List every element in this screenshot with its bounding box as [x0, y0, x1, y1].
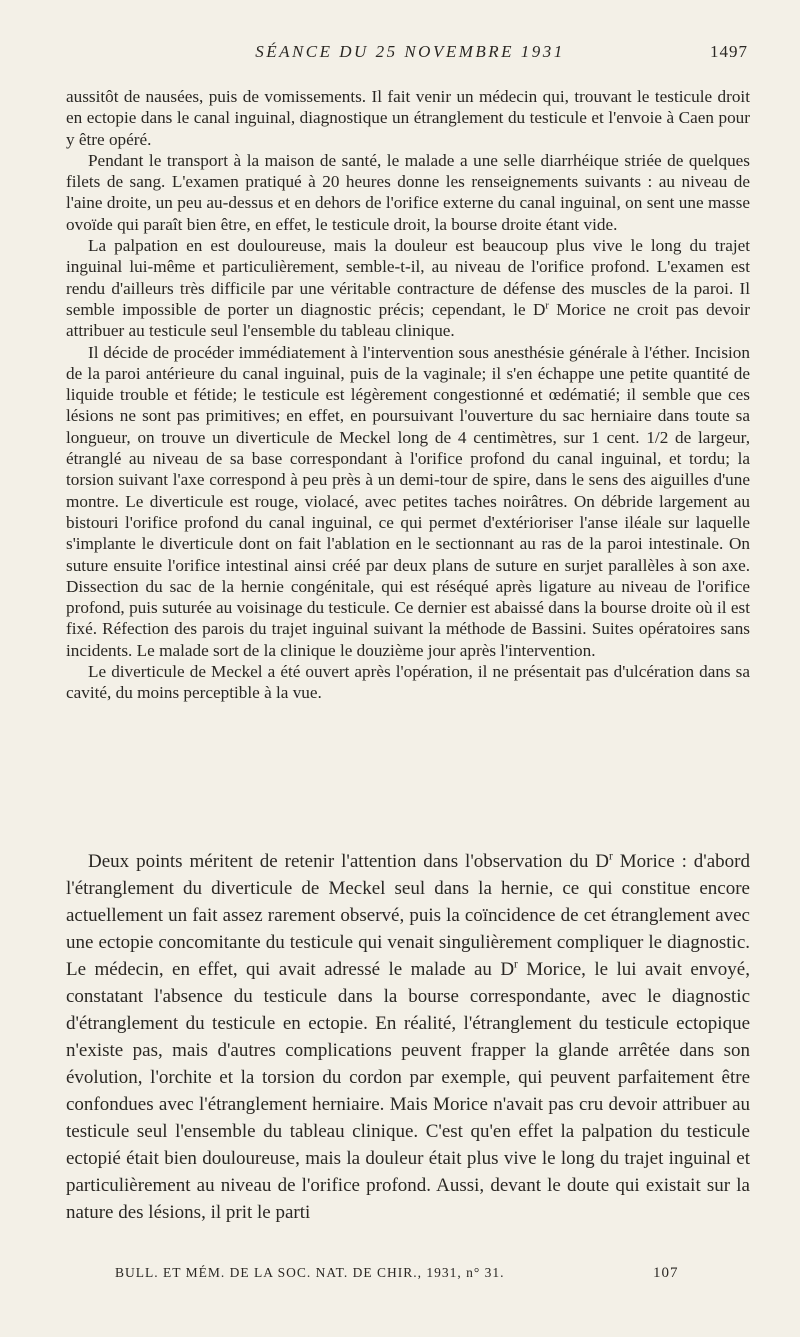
page-header: [60, 42, 760, 66]
text-run: Morice : d'abord l'étranglement du diverticule de Meckel seul dans la hernie, ce qui constitue encore actuellement un fait assez rarement observé, puis la coïncidence de cet étranglement avec une ectopie concomitante du testicule qui venait singulièrement compliquer le diagnostic. Le médecin, en effet, qui avait adressé le malade au D: [66, 851, 750, 980]
sheet-number: 107: [653, 1265, 679, 1281]
paragraph: [66, 848, 750, 1226]
text-run: Deux points méritent de retenir l'attention dans l'observation du D: [88, 851, 610, 872]
superscript: r: [609, 850, 613, 863]
discussion-text: [66, 848, 750, 1226]
page-number: 1497: [710, 42, 748, 61]
text-run: Morice ne croit pas devoir attribuer au testicule seul l'ensemble du tableau clinique.: [66, 299, 751, 341]
paragraph: aussitôt de nausées, puis de vomissements. Il fait venir un médecin qui, trouvant le testicule droit en ectopie dans le canal inguinal, diagnostique un étranglement du testicule et l'envoie à Caen pour y être opéré.: [66, 87, 750, 149]
paragraph: Pendant le transport à la maison de santé, le malade a une selle diarrhéique striée de quelques filets de sang. L'examen pratiqué à 20 heures donne les renseignements suivants : au niveau de l'aine droite, un peu au-dessus et en dehors de l'orifice externe du canal inguinal, on sent une masse ovoïde qui paraît bien être, en effet, le testicule droit, la bourse droite étant vide.: [66, 150, 750, 234]
text-run: La palpation en est douloureuse, mais la douleur est beaucoup plus vive le long du trajet inguinal lui-même et particulièrement, semble-t-il, au niveau de l'orifice profond. L'examen est rendu d'ailleurs très difficile par une véritable contracture de défense des muscles de la paroi. Il semble impossible de porter un diagnostic précis; cependant, le D: [66, 236, 750, 319]
superscript: r: [514, 958, 518, 971]
running-title: SÉANCE DU 25 NOVEMBRE 1931: [255, 42, 565, 61]
text-run: Morice, le lui avait envoyé, constatant l'absence du testicule dans la bourse correspondante, avec le diagnostic d'étranglement du testicule en ectopie. En réalité, l'étranglement du testicule ectopique n'existe pas, mais d'autres complications peuvent frapper la glande arrêtée dans son évolution, l'orchite et la torsion du cordon par exemple, qui peuvent parfaitement être confondues avec l'étranglement herniaire. Mais Morice n'avait pas cru devoir attribuer au testicule seul l'ensemble du tableau clinique. C'est qu'en effet la palpation du testicule ectopié était bien douloureuse, mais la douleur était plus vive le long du trajet inguinal et particulièrement au niveau de l'orifice profond. Aussi, devant le doute qui existait sur la nature des lésions, il prit le parti: [66, 959, 750, 1223]
observation-text: [66, 86, 750, 704]
paragraph: Le diverticule de Meckel a été ouvert après l'opération, il ne présentait pas d'ulcération dans sa cavité, du moins perceptible à la vue.: [66, 662, 750, 703]
paragraph: Il décide de procéder immédiatement à l'intervention sous anesthésie générale à l'éther. Incision de la paroi antérieure du canal inguinal, puis de la vaginale; il s'en échappe une petite quantité de liquide trouble et fétide; le testicule est légèrement congestionné et œdématié; il semble que ces lésions ne sont pas primitives; en effet, en poursuivant l'ouverture du sac herniaire dans toute sa longueur, on trouve un diverticule de Meckel long de 4 centimètres, sur 1 cent. 1/2 de largeur, étranglé au niveau de sa base correspondant à l'orifice profond du canal inguinal, et tordu; la torsion suivant l'axe correspond à peu près à un demi-tour de spire, dans le sens des aiguilles d'une montre. Le diverticule est rouge, violacé, avec petites taches noirâtres. On débride largement au bistouri l'orifice profond du canal inguinal, ce qui permet d'extérioriser l'anse iléale sur laquelle s'implante le diverticule dont on fait l'ablation en le sectionnant au ras de la paroi intestinale. On suture ensuite l'orifice intestinal ainsi créé par deux plans de suture en surjet parallèles à son axe. Dissection du sac de la hernie congénitale, qui est réséqué après ligature au niveau de l'orifice profond, puis suturée au voisinage du testicule. Ce dernier est abaissé dans la bourse droite où il est fixé. Réfection des parois du trajet inguinal suivant la méthode de Bassini. Suites opératoires sans incidents. Le malade sort de la clinique le douzième jour après l'intervention.: [66, 342, 750, 660]
paragraph: [66, 235, 750, 341]
journal-citation: BULL. ET MÉM. DE LA SOC. NAT. DE CHIR., 1931, n° 31.: [115, 1265, 505, 1280]
superscript: r: [545, 300, 549, 312]
